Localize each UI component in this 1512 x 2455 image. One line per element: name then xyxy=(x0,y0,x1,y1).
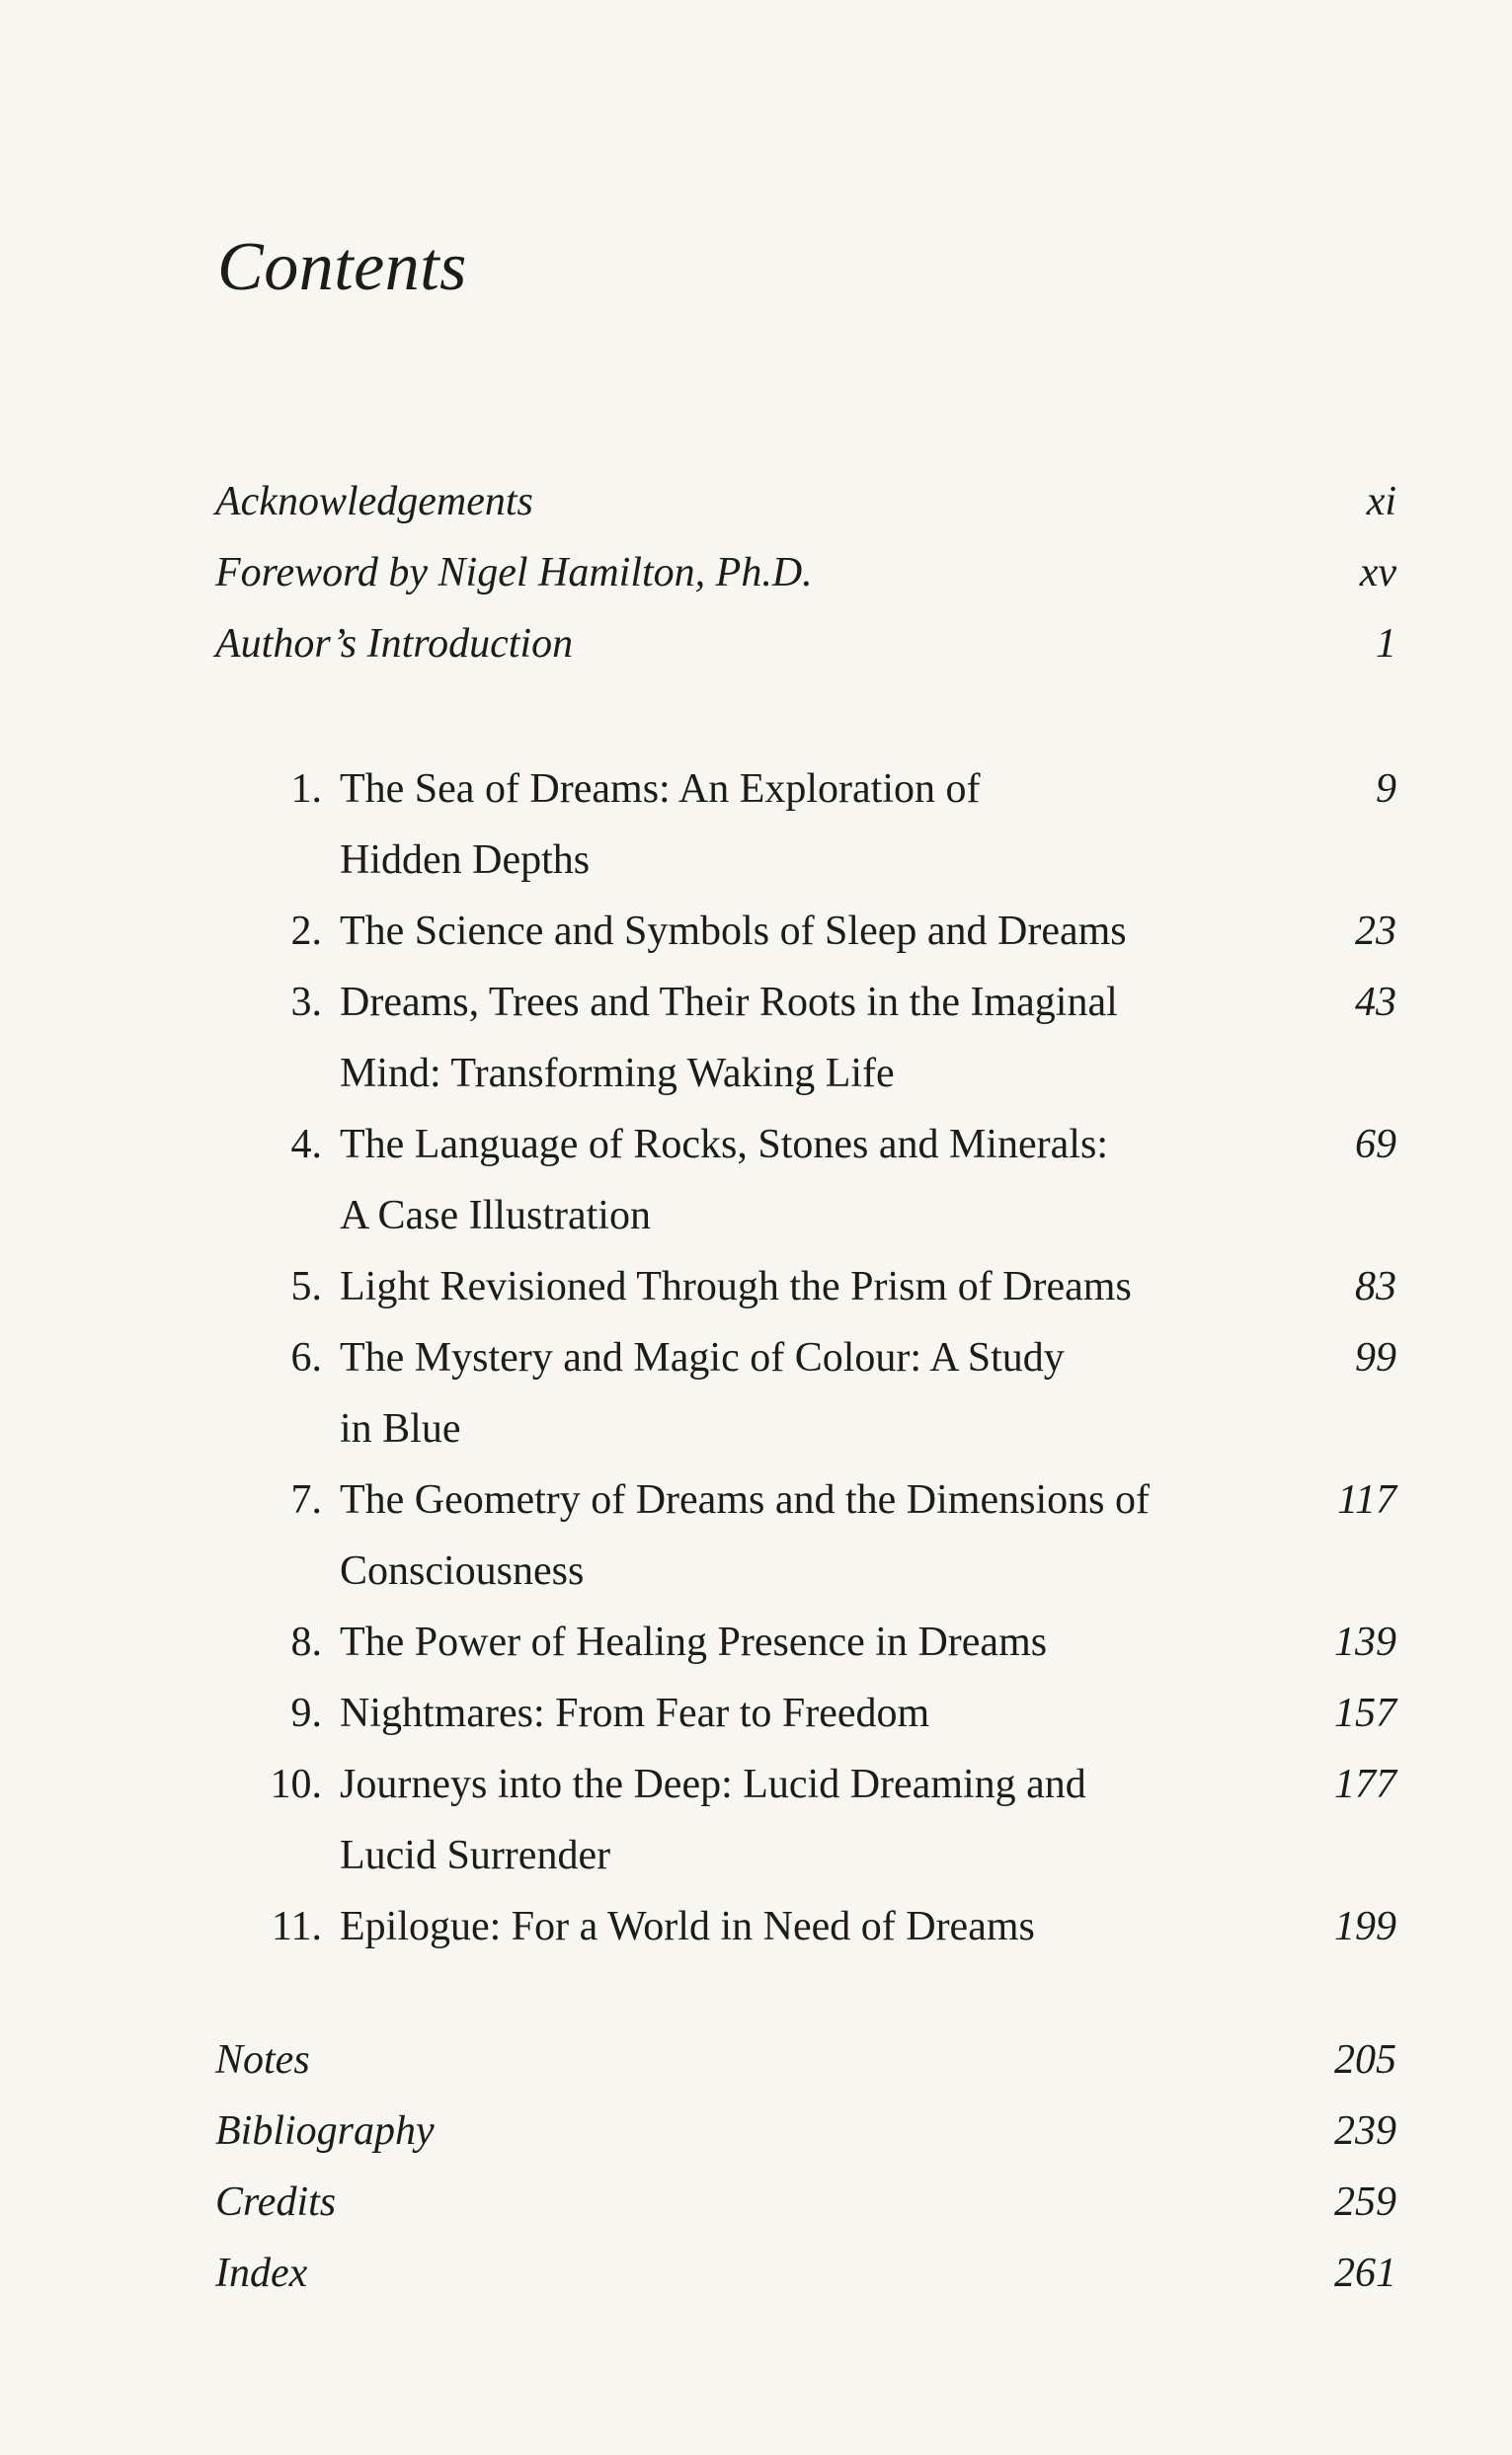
toc-entry[interactable] xyxy=(215,2167,1396,2238)
chapter-title: The Science and Symbols of Sleep and Dreams xyxy=(340,909,1127,954)
chapter-page: 9 xyxy=(1376,766,1396,812)
back-matter-list xyxy=(215,2024,1396,2309)
chapter-number: 4. xyxy=(290,1122,322,1167)
chapter-entry[interactable] xyxy=(215,753,1396,896)
entry-title: Notes xyxy=(215,2037,310,2083)
toc-entry[interactable] xyxy=(215,466,1396,537)
page-title: Contents xyxy=(217,229,467,305)
entry-title: Credits xyxy=(215,2179,337,2225)
chapter-title: The Language of Rocks, Stones and Minerals: A Case Illustration xyxy=(340,1122,1108,1238)
entry-page: xv xyxy=(1359,550,1396,595)
entry-title: Index xyxy=(215,2251,308,2296)
chapter-page: 43 xyxy=(1355,980,1396,1025)
chapter-page: 157 xyxy=(1334,1691,1396,1736)
entry-page: 259 xyxy=(1334,2179,1396,2225)
chapter-title: The Geometry of Dreams and the Dimensions of Consciousness xyxy=(340,1477,1150,1594)
chapter-page: 83 xyxy=(1355,1264,1396,1309)
entry-page: 1 xyxy=(1376,621,1396,667)
chapter-number: 8. xyxy=(290,1620,322,1665)
chapter-number: 7. xyxy=(290,1477,322,1523)
chapter-number: 1. xyxy=(290,766,322,812)
entry-page: xi xyxy=(1366,479,1396,524)
front-matter-list xyxy=(215,466,1396,679)
toc-entry[interactable] xyxy=(215,2024,1396,2096)
toc-entry[interactable] xyxy=(215,2238,1396,2309)
chapter-number: 2. xyxy=(290,909,322,954)
chapter-entry[interactable] xyxy=(215,1891,1396,1962)
toc-entry[interactable] xyxy=(215,537,1396,608)
chapter-page: 69 xyxy=(1355,1122,1396,1167)
chapter-entry[interactable] xyxy=(215,967,1396,1109)
chapter-page: 199 xyxy=(1334,1904,1396,1949)
chapter-entry[interactable] xyxy=(215,1607,1396,1678)
entry-title: Bibliography xyxy=(215,2108,435,2154)
chapter-title: Dreams, Trees and Their Roots in the Imaginal Mind: Transforming Waking Life xyxy=(340,980,1118,1096)
toc-entry[interactable] xyxy=(215,608,1396,679)
chapter-entry[interactable] xyxy=(215,896,1396,967)
chapter-title: Light Revisioned Through the Prism of Dreams xyxy=(340,1264,1132,1309)
chapter-title: The Sea of Dreams: An Exploration of Hidden Depths xyxy=(340,766,981,883)
entry-title: Author’s Introduction xyxy=(215,621,574,667)
chapter-title: Epilogue: For a World in Need of Dreams xyxy=(340,1904,1035,1949)
chapter-title: Nightmares: From Fear to Freedom xyxy=(340,1691,930,1736)
chapter-number: 5. xyxy=(290,1264,322,1309)
entry-page: 239 xyxy=(1334,2108,1396,2154)
chapter-page: 23 xyxy=(1355,909,1396,954)
chapter-title: The Mystery and Magic of Colour: A Study in Blue xyxy=(340,1335,1065,1452)
chapter-title: The Power of Healing Presence in Dreams xyxy=(340,1620,1048,1665)
chapter-title: Journeys into the Deep: Lucid Dreaming and Lucid Surrender xyxy=(340,1762,1086,1878)
chapter-entry[interactable] xyxy=(215,1322,1396,1465)
chapter-page: 99 xyxy=(1355,1335,1396,1381)
chapter-number: 3. xyxy=(290,980,322,1025)
entry-title: Foreword by Nigel Hamilton, Ph.D. xyxy=(215,550,813,595)
chapter-list xyxy=(215,753,1396,1962)
chapter-entry[interactable] xyxy=(215,1749,1396,1891)
chapter-entry[interactable] xyxy=(215,1678,1396,1749)
chapter-page: 139 xyxy=(1334,1620,1396,1665)
entry-page: 261 xyxy=(1334,2251,1396,2296)
toc-entry[interactable] xyxy=(215,2096,1396,2167)
chapter-page: 117 xyxy=(1337,1477,1396,1523)
chapter-entry[interactable] xyxy=(215,1251,1396,1322)
chapter-number: 9. xyxy=(290,1691,322,1736)
chapter-entry[interactable] xyxy=(215,1109,1396,1251)
chapter-page: 177 xyxy=(1334,1762,1396,1807)
entry-page: 205 xyxy=(1334,2037,1396,2083)
entry-title: Acknowledgements xyxy=(215,479,533,524)
chapter-entry[interactable] xyxy=(215,1465,1396,1607)
chapter-number: 11. xyxy=(272,1904,322,1949)
chapter-number: 6. xyxy=(290,1335,322,1381)
chapter-number: 10. xyxy=(270,1762,322,1807)
